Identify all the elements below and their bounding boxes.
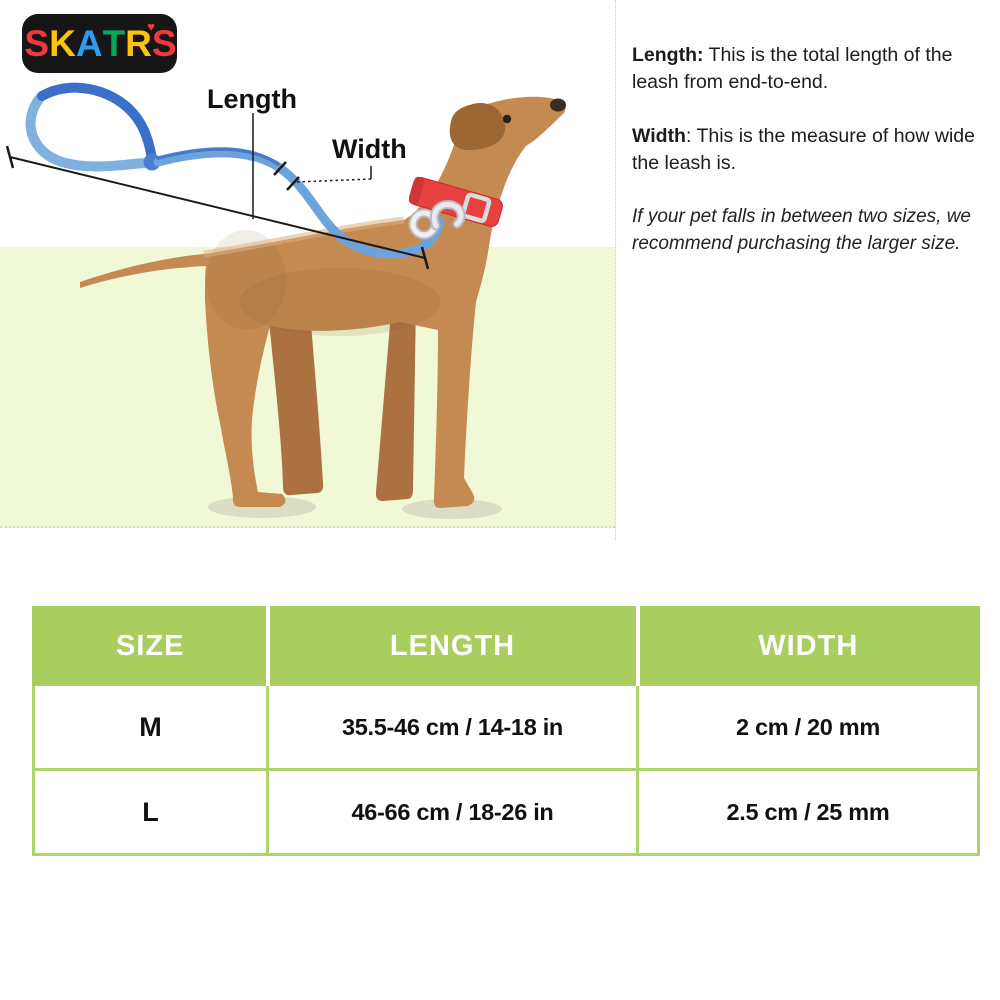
- width-l: 2.5 cm / 25 mm: [638, 770, 979, 855]
- table-header-row: [34, 608, 979, 685]
- length-label: Length: [207, 84, 297, 114]
- logo-letter: K: [49, 23, 74, 64]
- leash-measurement-diagram: [0, 0, 616, 540]
- logo-letter: S: [151, 23, 175, 64]
- dog-far-hind-leg: [268, 312, 323, 495]
- width-m: 2 cm / 20 mm: [638, 685, 979, 770]
- logo-letter: T: [102, 23, 124, 64]
- length-definition-text: This is the total length of the leash from end-to-end.: [632, 44, 953, 93]
- size-table: [32, 606, 980, 856]
- length-m: 35.5-46 cm / 14-18 in: [268, 685, 638, 770]
- brand-logo: [22, 14, 177, 73]
- length-term: Length:: [632, 44, 704, 66]
- logo-letter: R: [125, 23, 150, 64]
- header-width: WIDTH: [638, 608, 979, 685]
- size-l: L: [34, 770, 268, 855]
- header-length: LENGTH: [268, 608, 638, 685]
- width-term: Width: [632, 124, 686, 147]
- leash-handle-top: [42, 88, 152, 160]
- sizing-note: If your pet falls in between two sizes, we recommend purchasing the larger size.: [632, 205, 971, 254]
- logo-letter: S: [24, 23, 48, 64]
- table-row: [34, 770, 979, 855]
- dog-nose: [550, 99, 566, 112]
- logo-heart-icon: ♥: [147, 19, 155, 34]
- length-l: 46-66 cm / 18-26 in: [268, 770, 638, 855]
- dog-eye: [503, 115, 511, 123]
- width-definition-text: : This is the measure of how wide the leash is.: [632, 124, 975, 174]
- measurement-descriptions: [632, 42, 984, 258]
- width-definition: [632, 123, 984, 177]
- logo-letter: A: [75, 23, 101, 64]
- length-definition: [632, 42, 984, 96]
- size-m: M: [34, 685, 268, 770]
- table-row: [34, 685, 979, 770]
- width-dotted-connector: [296, 179, 371, 182]
- dog-leash-illustration: [0, 0, 615, 530]
- width-label: Width: [332, 134, 407, 164]
- header-size: SIZE: [34, 608, 268, 685]
